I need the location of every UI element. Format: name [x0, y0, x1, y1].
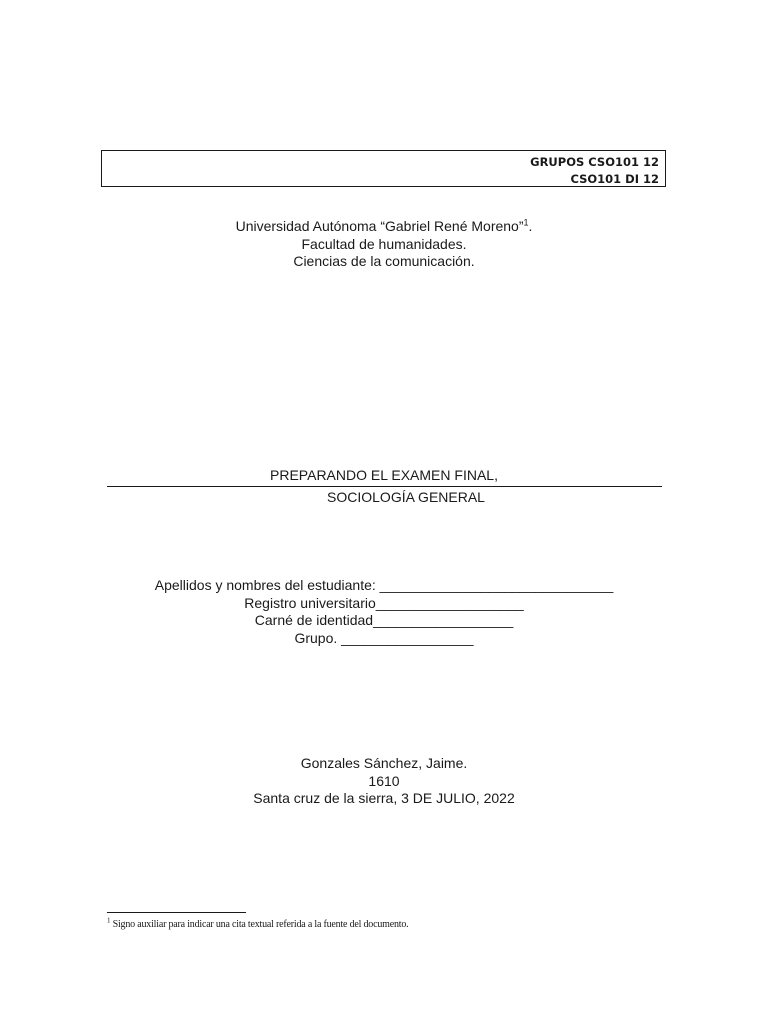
student-names-field: Apellidos y nombres del estudiante: ______________________________ — [154, 577, 614, 593]
place-date: Santa cruz de la sierra, 3 DE JULIO, 2022 — [253, 790, 515, 806]
university-text: Universidad Autónoma “Gabriel René Moreno” — [235, 218, 524, 234]
author-number: 1610 — [368, 772, 400, 789]
university-suffix: . — [528, 218, 533, 234]
student-group-field: Grupo. _________________ — [294, 629, 474, 646]
footnote-reference: 1 — [523, 217, 529, 228]
title-underline — [107, 486, 662, 487]
student-registry-field: Registro universitario___________________ — [244, 594, 524, 611]
title-line-1: PREPARANDO EL EXAMEN FINAL, — [270, 467, 498, 483]
student-fields — [0, 577, 768, 647]
footnote-separator — [107, 912, 246, 913]
student-id-field: Carné de identidad__________________ — [254, 612, 514, 628]
author-block — [0, 755, 768, 808]
institution-block — [0, 218, 768, 271]
footnote — [107, 918, 408, 931]
author-name: Gonzales Sánchez, Jaime. — [300, 755, 468, 771]
university-name — [0, 218, 768, 236]
career-name: Ciencias de la comunicación. — [293, 253, 475, 269]
groups-line-1: GRUPOS CSO101 12 — [530, 155, 659, 169]
footnote-marker: 1 — [107, 916, 111, 925]
title-line-2: SOCIOLOGÍA GENERAL — [327, 489, 485, 505]
groups-box — [101, 150, 666, 187]
groups-line-2: CSO101 DI 12 — [570, 172, 659, 186]
footnote-text: Signo auxiliar para indicar una cita textual referida a la fuente del documento. — [110, 919, 409, 930]
faculty-name: Facultad de humanidades. — [301, 235, 467, 252]
